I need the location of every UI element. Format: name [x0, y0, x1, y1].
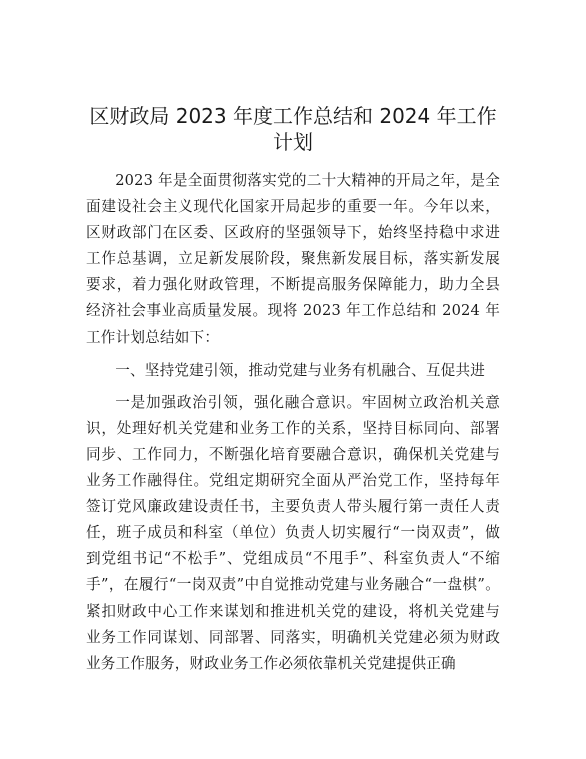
- intro-paragraph: 2023 年是全面贯彻落实党的二十大精神的开局之年，是全面建设社会主义现代化国家开局起步的重要一年。今年以来，区财政部门在区委、区政府的坚强领导下，始终坚持稳中求进工作总基调，立足新发展阶段，聚焦新发展目标，落实新发展要求，着力强化财政管理，不断提高服务保障能力，助力全县经济社会事业高质量发展。现将 2023 年工作总结和 2024 年工作计划总结如下：: [86, 172, 500, 346]
- body-paragraph: 一是加强政治引领，强化融合意识。牢固树立政治机关意识，处理好机关党建和业务工作的关系，坚持目标同向、部署同步、工作同力，不断强化培育要融合意识，确保机关党建与业务工作融得住。党组定期研究全面从严治党工作，坚持每年签订党风廉政建设责任书，主要负责人带头履行第一责任人责任，班子成员和科室（单位）负责人切实履行“一岗双责”，做到党组书记“不松手”、党组成员“不甩手”、科室负责人“不缩手”，在履行“一岗双责”中自觉推动党建与业务融合“一盘棋”。紧扣财政中心工作来谋划和推进机关党的建设，将机关党建与业务工作同谋划、同部署、同落实，明确机关党建必须为财政业务工作服务，财政业务工作必须依靠机关党建提供正确: [86, 393, 500, 672]
- document-body: [86, 168, 500, 677]
- section-heading: 一、坚持党建引领，推动党建与业务有机融合、互促共进: [115, 361, 486, 379]
- document-title: 区财政局 2023 年度工作总结和 2024 年工作计划: [89, 104, 497, 154]
